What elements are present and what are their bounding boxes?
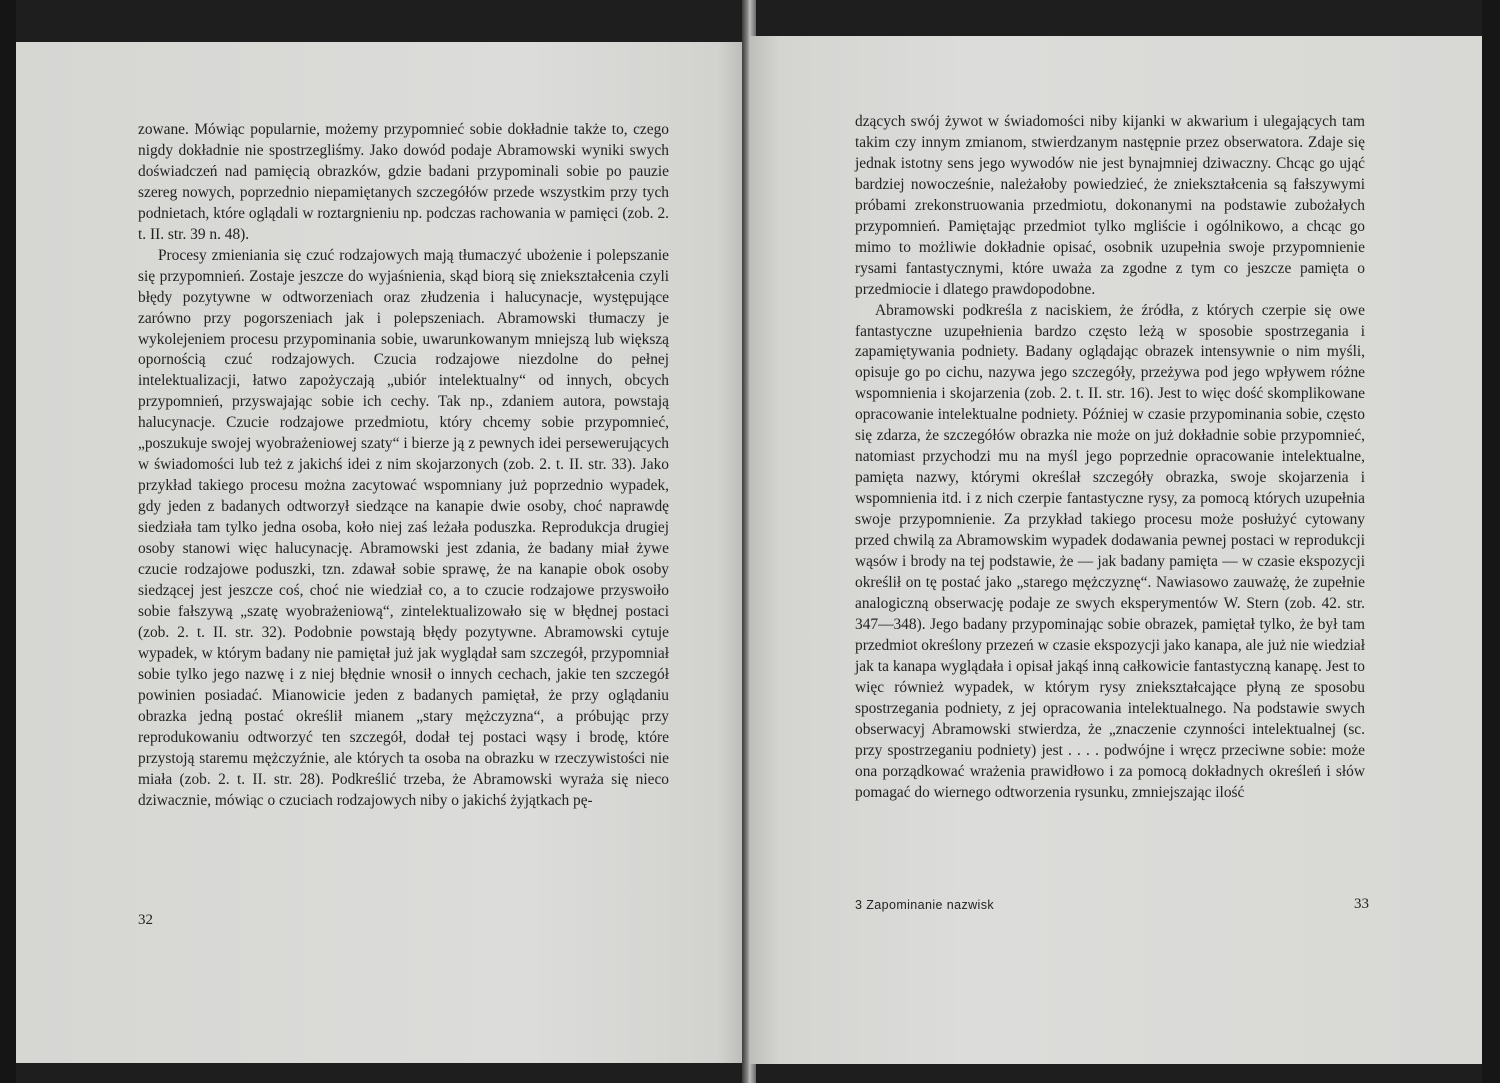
left-page-body xyxy=(138,120,669,811)
paragraph: Procesy zmieniania się czuć rodzajowych mają tłumaczyć ubożenie i polepszanie się przypomnień. Zostaje jeszcze do wyjaśnienia, skąd biorą się zniekształcenia czyli błędy pozytywne w odtworzeniach oraz złudzenia i halucynacje, występujące zarówno przy pogorszeniach jak i polepszeniach. Abramowski tłumaczy je wykolejeniem procesu przypominania sobie, uwarunkowanym mniejszą lub większą opornością czuć rodzajowych. Czucia rodzajowe niezdolne do pełnej intelektualizacji, łatwo zapożyczają „ubiór intelektualny“ od innych, obcych przypomnień, przyswajając sobie ich cechy. Tak np., zdaniem autora, powstają halucynacje. Czucie rodzajowe przedmiotu, który chcemy sobie przypomnieć, „poszukuje swojej wyobrażeniowej szaty“ i bierze ją z pewnych idei persewerujących w świadomości lub też z jakichś idei z nim skojarzonych (zob. 2. t. II. str. 33). Jako przykład takiego procesu można zacytować wspomniany już poprzednio wypadek, gdy jeden z badanych odtworzył siedzące na kanapie dwie osoby, choć naprawdę siedziała tam tylko jedna osoba, koło niej zaś leżała poduszka. Reprodukcja drugiej osoby stanowi więc halucynację. Abramowski jest zdania, że badany miał żywe czucie rodzajowe poduszki, tzn. zdawał sobie sprawę, że na kanapie obok osoby siedzącej jest jeszcze coś, choć nie wiedział co, a to czucie rodzajowe przyswoiło sobie fałszywą „szatę wyobrażeniową“, zintelektualizowało się w błędnej postaci (zob. 2. t. II. str. 32). Podobnie powstają błędy pozytywne. Abramowski cytuje wypadek, w którym badany nie pamiętał już jak wyglądał sam szczegół, przypomniał sobie tylko jego nazwę i z niej błędnie wnosił o innych cechach, jakie ten szczegół powinien posiadać. Mianowicie jeden z badanych pamiętał, że przy oglądaniu obrazka jedną postać określił mianem „stary mężczyzna“, a próbując przy reprodukowaniu odtworzyć ten szczegół, dodał tej postaci wąsy i brodę, które przystoją staremu mężczyźnie, ale których ta osoba na obrazku w rzeczywistości nie miała (zob. 2. t. II. str. 28). Podkreślić trzeba, że Abramowski wyraża się nieco dziwacznie, mówiąc o czuciach rodzajowych niby o jakichś żyjątkach pę- xyxy=(138,246,669,809)
paragraph: dzących swój żywot w świadomości niby kijanki w akwarium i ulegających tam takim czy innym zmianom, stwierdzanym następnie przez obserwatora. Zdaje się jednak istotny sens jego wywodów nie jest bynajmniej dziwaczny. Chcąc go ująć bardziej nowocześnie, należałoby powiedzieć, że zniekształcenia są fałszywymi próbami zrekonstruowania przedmiotu, dokonanymi na podstawie zubożałych przypomnień. Pamiętając przedmiot tylko mgliście i ogólnikowo, a chcąc go mimo to możliwie dokładnie opisać, osobnik uzupełnia swoje przypomnienie rysami fantastycznymi, które uważa za zgodne z tym co jeszcze pamięta o przedmiocie i dlatego prawdopodobne. xyxy=(855,113,1365,298)
paragraph: Abramowski podkreśla z naciskiem, że źródła, z których czerpie się owe fantastyczne uzupełnienia bardzo często leżą w sposobie spostrzegania i zapamiętywania podniety. Badany oglądając obrazek intensywnie o nim myśli, opisuje go po cichu, nazywa jego szczegóły, przeżywa pod jego wpływem różne wspomnienia i skojarzenia (zob. 2. t. II. str. 16). Jest to więc dość skomplikowane opracowanie intelektualne podniety. Później w czasie przypominania sobie, często się zdarza, że szczegółów obrazka nie może on już dokładnie sobie przypomnieć, natomiast przychodzi mu na myśl jego poprzednie opracowanie intelektualne, pamięta nazwy, którymi określał szczegóły obrazka, swoje skojarzenia i wspomnienia itd. i z nich czerpie fantastyczne rysy, za pomocą których uzupełnia swoje przypomnienie. Za przykład takiego procesu może posłużyć cytowany przed chwilą za Abramowskim wypadek dodawania pewnej postaci w reprodukcji wąsów i brody na tej podstawie, że — jak badany pamięta — w czasie ekspozycji określił on tę postać jako „starego mężczyznę“. Nawiasowo zauważę, że zupełnie analogiczną obserwację podaje ze swych eksperymentów W. Stern (zob. 42. str. 347—348). Jego badany przypominając sobie obrazek, pamiętał tylko, że był tam przedmiot określony przezeń w czasie ekspozycji jako kanapa, ale już nie wiedział jak ta kanapa wyglądała i opisał jakąś inną całkowicie fantastyczną kanapę. Jest to więc również wypadek, w którym rysy zniekształcające płyną ze sposobu spostrzegania podniety, z jej opracowania intelektualnego. Na podstawie swych obserwacyj Abramowski stwierdza, że „znaczenie czynności intelektualnej (sc. przy spostrzeganiu podniety) jest . . . . podwójne i wręcz przeciwne sobie: może ona porządkować wrażenia prawidłowo i za pomocą dokładnych określeń i słów pomagać do wiernego odtworzenia rysunku, zmniejszając ilość xyxy=(855,301,1365,801)
scan-right-border xyxy=(1482,0,1500,1083)
paragraph: zowane. Mówiąc popularnie, możemy przypomnieć sobie dokładnie także to, czego nigdy dokładnie nie spostrzegliśmy. Jako dowód podaje Abramowski wyniki swych doświadczeń nad pamięcią obrazków, gdzie badani przypominali sobie po pauzie szereg nowych, poprzednio niepamiętanych szczegółów przede wszystkim przy tych podnietach, które oglądali w roztargnieniu np. podczas rachowania w pamięci (zob. 2. t. II. str. 39 n. 48). xyxy=(138,121,669,243)
page-number: 32 xyxy=(138,912,153,928)
left-page xyxy=(16,42,747,1063)
right-page-body xyxy=(855,112,1365,803)
right-page xyxy=(750,36,1482,1064)
scan-left-border xyxy=(0,0,16,1083)
page-number: 33 xyxy=(1354,896,1369,912)
signature-mark: 3 Zapominanie nazwisk xyxy=(855,898,995,912)
